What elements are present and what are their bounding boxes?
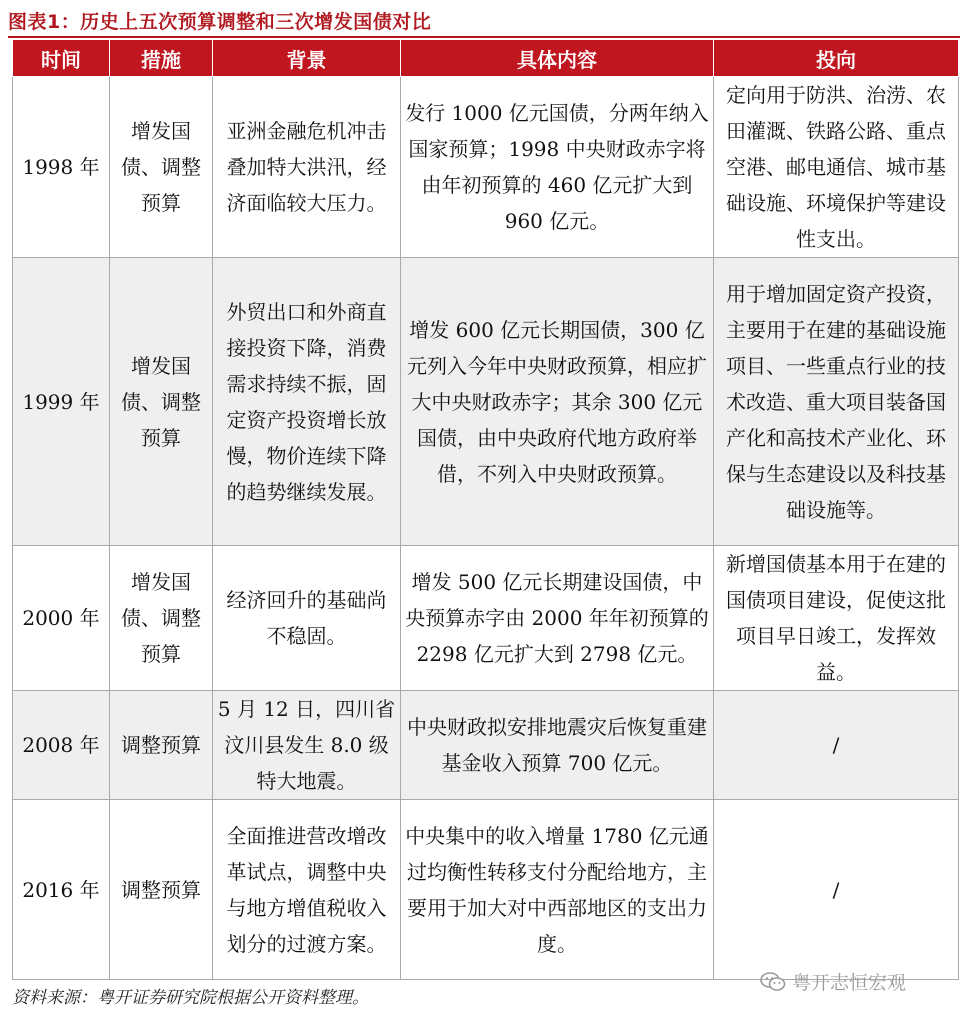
cell-content: 增发 600 亿元长期国债，300 亿元列入今年中央财政预算，相应扩大中央财政赤字；其余 300 亿元国债，由中央政府代地方政府举借，不列入中央财政预算。 — [401, 258, 714, 546]
cell-content: 中央财政拟安排地震灾后恢复重建基金收入预算 700 亿元。 — [401, 691, 714, 800]
cell-measure: 增发国债、调整预算 — [110, 258, 213, 546]
cell-background: 亚洲金融危机冲击叠加特大洪汛，经济面临较大压力。 — [213, 77, 401, 258]
cell-measure: 增发国债、调整预算 — [110, 77, 213, 258]
cell-measure: 增发国债、调整预算 — [110, 546, 213, 691]
table-row — [13, 800, 959, 980]
cell-background: 全面推进营改增改革试点，调整中央与地方增值税收入划分的过渡方案。 — [213, 800, 401, 980]
cell-content: 中央集中的收入增量 1780 亿元通过均衡性转移支付分配给地方，主要用于加大对中西部地区的支出力度。 — [401, 800, 714, 980]
table-row — [13, 258, 959, 546]
cell-direction: 新增国债基本用于在建的国债项目建设，促使这批项目早日竣工，发挥效益。 — [714, 546, 959, 691]
table-row — [13, 691, 959, 800]
cell-direction: 定向用于防洪、治涝、农田灌溉、铁路公路、重点空港、邮电通信、城市基础设施、环境保护等建设性支出。 — [714, 77, 959, 258]
cell-time: 2000 年 — [13, 546, 110, 691]
header-time: 时间 — [13, 40, 110, 77]
cell-time: 1998 年 — [13, 77, 110, 258]
cell-background: 外贸出口和外商直接投资下降，消费需求持续不振，固定资产投资增长放慢，物价连续下降的趋势继续发展。 — [213, 258, 401, 546]
header-measure: 措施 — [110, 40, 213, 77]
watermark-text: 粤开志恒宏观 — [792, 972, 907, 994]
cell-measure: 调整预算 — [110, 691, 213, 800]
title-rule — [8, 36, 960, 38]
header-content: 具体内容 — [401, 40, 714, 77]
header-direction: 投向 — [714, 40, 959, 77]
cell-background: 经济回升的基础尚不稳固。 — [213, 546, 401, 691]
cell-measure: 调整预算 — [110, 800, 213, 980]
cell-direction: / — [714, 691, 959, 800]
figure-title: 图表1：历史上五次预算调整和三次增发国债对比 — [8, 11, 432, 33]
cell-direction: / — [714, 800, 959, 980]
source-note: 资料来源：粤开证券研究院根据公开资料整理。 — [12, 988, 369, 1008]
cell-direction: 用于增加固定资产投资，主要用于在建的基础设施项目、一些重点行业的技术改造、重大项目装备国产化和高技术产业化、环保与生态建设以及科技基础设施等。 — [714, 258, 959, 546]
cell-background: 5 月 12 日，四川省汶川县发生 8.0 级特大地震。 — [213, 691, 401, 800]
cell-time: 1999 年 — [13, 258, 110, 546]
cell-content: 增发 500 亿元长期建设国债，中央预算赤字由 2000 年年初预算的 2298 亿元扩大到 2798 亿元。 — [401, 546, 714, 691]
watermark — [760, 968, 906, 995]
cell-content: 发行 1000 亿元国债，分两年纳入国家预算；1998 中央财政赤字将由年初预算的 460 亿元扩大到 960 亿元。 — [401, 77, 714, 258]
comparison-table — [12, 39, 959, 980]
table-row — [13, 546, 959, 691]
cell-time: 2016 年 — [13, 800, 110, 980]
wechat-icon — [760, 972, 786, 992]
header-row — [13, 40, 959, 77]
cell-time: 2008 年 — [13, 691, 110, 800]
table-row — [13, 77, 959, 258]
header-background: 背景 — [213, 40, 401, 77]
